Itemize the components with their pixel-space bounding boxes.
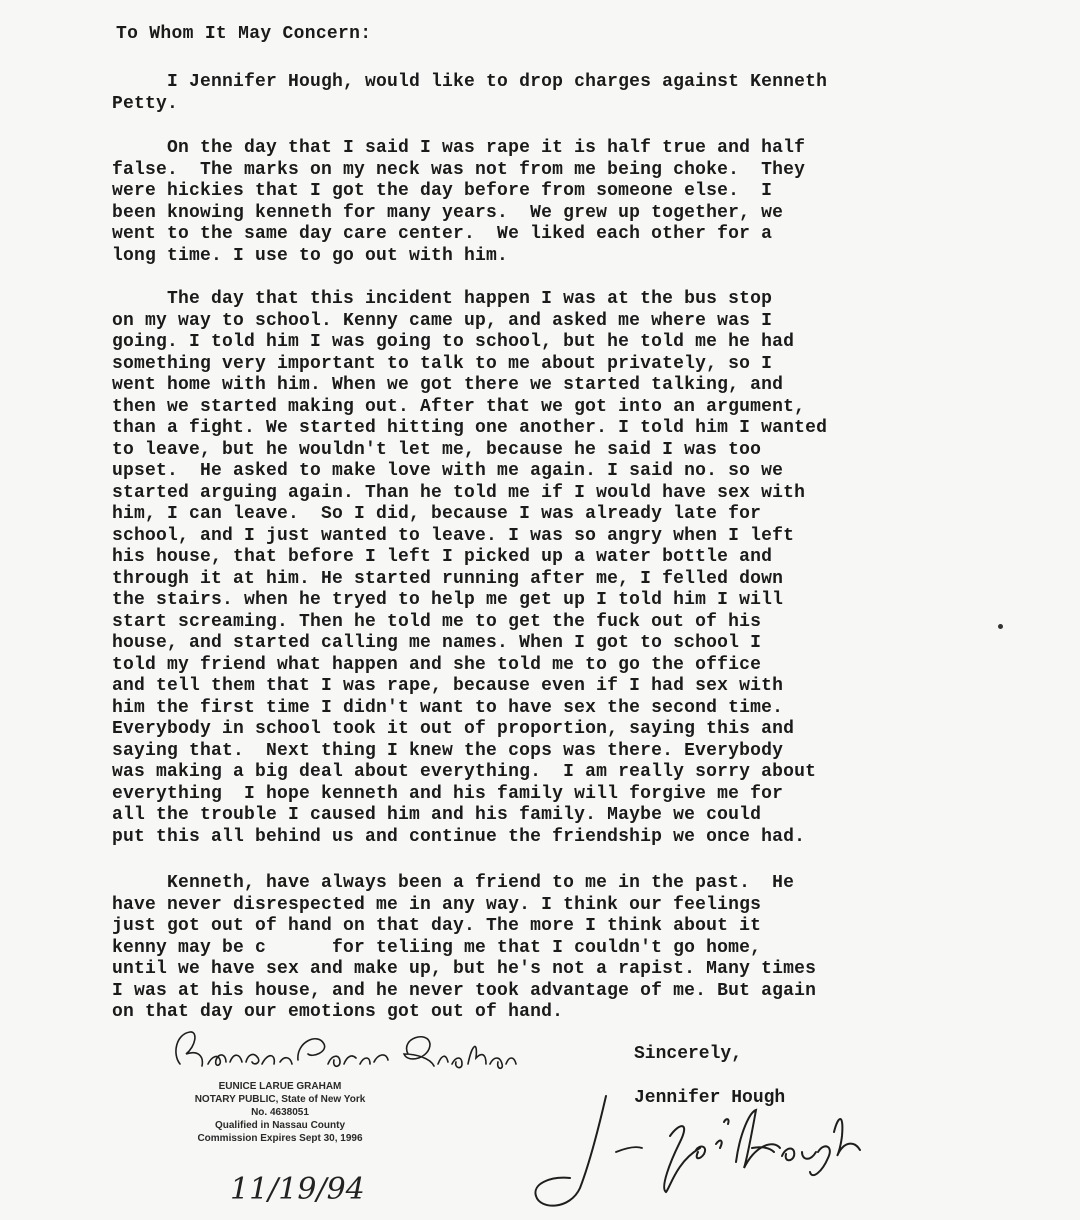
notary-stamp-line: NOTARY PUBLIC, State of New York bbox=[194, 1094, 366, 1105]
notary-signature bbox=[168, 1024, 528, 1084]
paragraph-3: The day that this incident happen I was at the bus stop on my way to school. Kenny came up, and asked me where was I going. I told him I was going to school, but he told me he had something very important to talk to me about privately, so I went home with him. When we got there we started talking, and then we started making out. After that we got into an argument, than a fight. We started hitting one another. I told him I wanted to leave, but he wouldn't let me, because he said I was too upset. He asked to make love with me again. I said no. so we started arguing again. Than he told me if I would have sex with him, I can leave. So I did, because I was already late for school, and I just wanted to leave. I was so angry when I left his house, that before I left I picked up a water bottle and through it at him. He started running after me, I felled down the stairs. when he tryed to help me get up I told him I will start screaming. Then he told me to get the fuck out of his house, and started calling me names. When I got to school I told my friend what happen and she told me to go the office and tell them that I was rape, because even if I had sex with him the first time I didn't want to have sex the second time. Everybody in school took it out of proportion, saying this and saying that. Next thing I knew the cops was there. Everybody was making a big deal about everything. I am really sorry about everything I hope kenneth and his family will forgive me for all the trouble I caused him and his family. Maybe we could put this all behind us and continue the friendship we once had. bbox=[112, 289, 828, 847]
notary-stamp-line: Qualified in Nassau County bbox=[214, 1120, 346, 1131]
signer-signature bbox=[520, 1092, 880, 1212]
closing: Sincerely, bbox=[634, 1044, 743, 1064]
notary-stamp-line: No. 4638051 bbox=[251, 1107, 309, 1118]
paragraph-4: Kenneth, have always been a friend to me in the past. He have never disrespected me in any way. I think our feelings just got out of hand on that day. The more I think about it kenny may be c for teliing me that I couldn't go home, until we have sex and make up, but he's not a rapist. Many times I was at his house, and he never took advantage of me. But again on that day our emotions got out of hand. bbox=[112, 873, 817, 1022]
salutation: To Whom It May Concern: bbox=[116, 24, 372, 44]
paragraph-1: I Jennifer Hough, would like to drop charges against Kenneth Petty. bbox=[112, 72, 828, 114]
signer-name: Jennifer Hough bbox=[634, 1088, 786, 1108]
scan-speck bbox=[998, 624, 1003, 629]
notary-stamp-line: EUNICE LARUE GRAHAM bbox=[218, 1081, 342, 1092]
paragraph-2: On the day that I said I was rape it is half true and half false. The marks on my neck was not from me being choke. They were hickies that I got the day before from someone else. I been knowing kenneth for many years. We grew up together, we went to the same day care center. We liked each other for a long time. I use to go out with him. bbox=[112, 138, 806, 266]
notary-stamp bbox=[120, 1080, 440, 1145]
notary-date: 11/19/94 bbox=[230, 1172, 365, 1207]
notary-stamp-line: Commission Expires Sept 30, 1996 bbox=[197, 1133, 363, 1144]
